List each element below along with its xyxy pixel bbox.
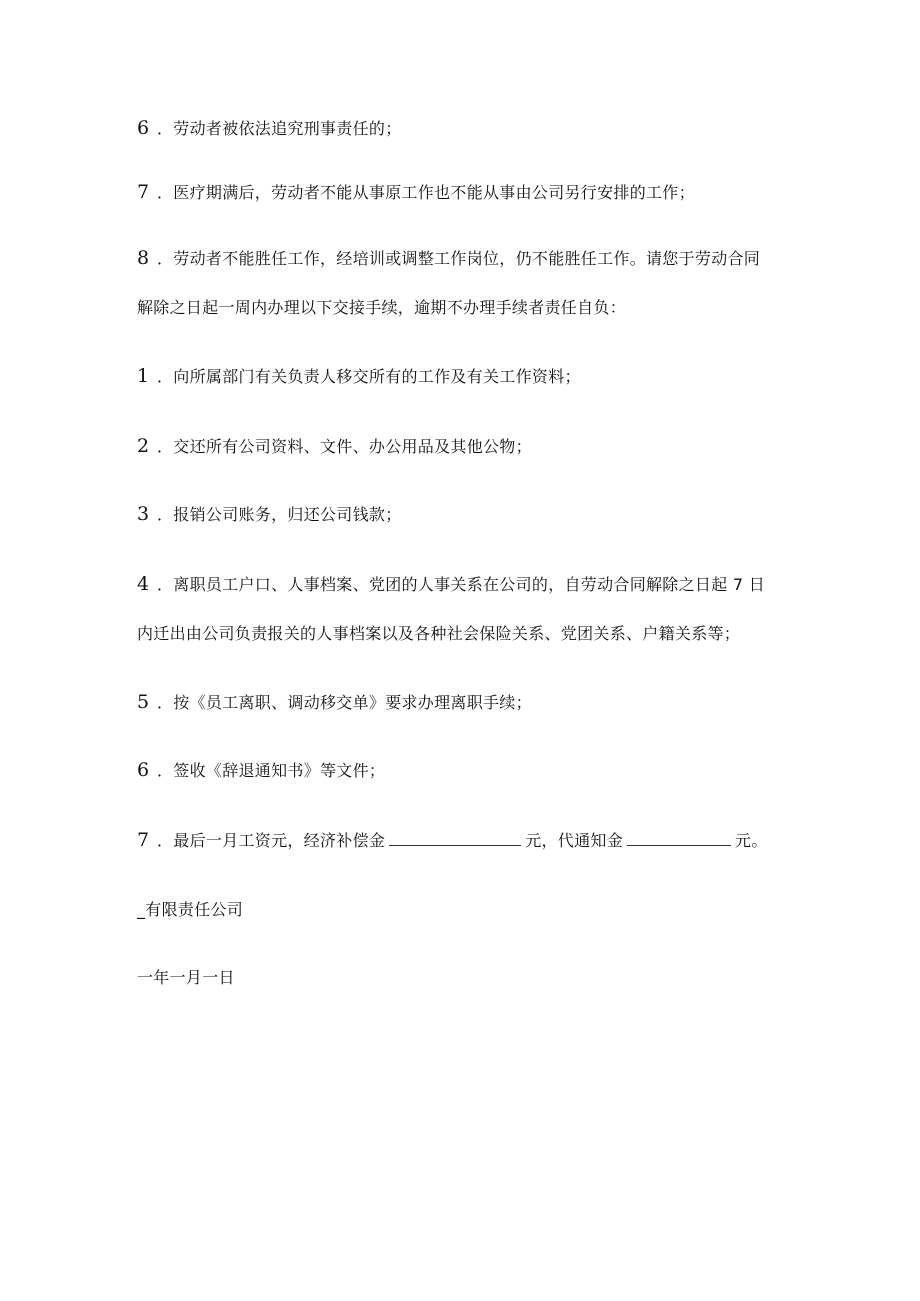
company-name (137, 898, 797, 922)
item-text: ．劳动者不能胜任工作，经培训或调整工作岗位，仍不能胜任工作。请您于劳动合同 (157, 249, 761, 268)
item-text: ．离职员工户口、人事档案、党团的人事关系在公司的，自劳动合同解除之日起 7 日 (157, 575, 766, 594)
list-item (137, 690, 797, 715)
list-item (137, 246, 797, 271)
item-text: ．按《员工离职、调动移交单》要求办理离职手续； (157, 693, 532, 712)
list-item (137, 180, 797, 205)
item-text: ．最后一月工资元，经济补偿金 (157, 831, 386, 850)
list-item-continuation (137, 296, 797, 320)
item-text: 元。 (735, 831, 768, 850)
item-text: 解除之日起一周内办理以下交接手续，逾期不办理手续者责任自负： (137, 298, 627, 317)
item-number: 5 (137, 691, 150, 713)
item-number: 7 (137, 829, 150, 851)
notice-pay-blank (627, 829, 731, 846)
list-item (137, 502, 797, 527)
item-text: ．报销公司账务，归还公司钱款； (157, 505, 402, 524)
item-text: ．医疗期满后，劳动者不能从事原工作也不能从事由公司另行安排的工作； (157, 183, 695, 202)
list-item (137, 434, 797, 459)
item-number: 6 (137, 759, 150, 781)
company-text: _有限责任公司 (137, 900, 244, 919)
date-line (137, 966, 797, 990)
date-text: 一年一月一日 (137, 968, 235, 987)
item-number: 4 (137, 573, 150, 595)
item-text: ．向所属部门有关负责人移交所有的工作及有关工作资料； (157, 367, 581, 386)
item-text: ．签收《辞退通知书》等文件； (157, 761, 386, 780)
item-number: 3 (137, 503, 150, 525)
item-number: 2 (137, 435, 150, 457)
list-item-continuation (137, 622, 797, 646)
item-number: 6 (137, 117, 150, 139)
item-text: ．交还所有公司资料、文件、办公用品及其他公物； (157, 437, 532, 456)
item-text: 内迁出由公司负责报关的人事档案以及各种社会保险关系、党团关系、户籍关系等； (137, 624, 741, 643)
item-number: 1 (137, 365, 150, 387)
list-item (137, 828, 797, 853)
list-item (137, 116, 797, 141)
item-number: 7 (137, 181, 150, 203)
list-item (137, 572, 797, 597)
compensation-blank (389, 829, 521, 846)
item-number: 8 (137, 247, 150, 269)
list-item (137, 758, 797, 783)
list-item (137, 364, 797, 389)
item-text: 元，代通知金 (525, 831, 624, 850)
item-text: ．劳动者被依法追究刑事责任的； (157, 119, 402, 138)
